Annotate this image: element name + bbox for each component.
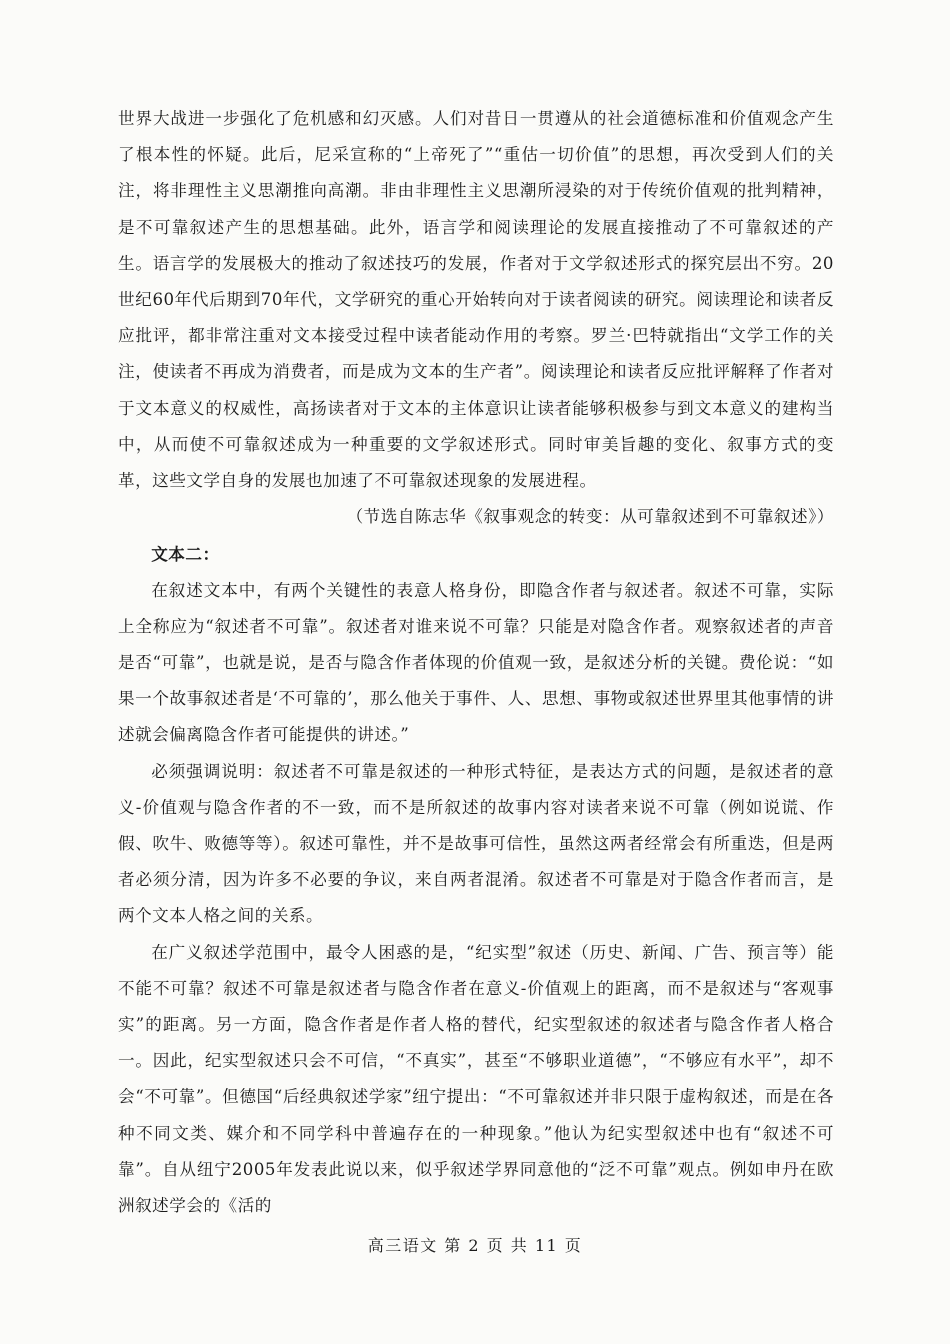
page-footer: 高三语文 第 2 页 共 11 页 <box>367 1236 583 1255</box>
text2-paragraph-2: 必须强调说明：叙述者不可靠是叙述的一种形式特征，是表达方式的问题，是叙述者的意义-价值观与隐含作者的不一致，而不是所叙述的故事内容对读者来说不可靠（例如说谎、作假、吹牛、败德等等）。叙述可靠性，并不是故事可信性，虽然这两者经常会有所重迭，但是两者必须分清，因为许多不必要的争议，来自两者混淆。叙述者不可靠是对于隐含作者而言，是两个文本人格之间的关系。 <box>118 761 834 926</box>
text1-source-citation: （节选自陈志华《叙事观念的转变：从可靠叙述到不可靠叙述》） <box>346 507 834 527</box>
text1-paragraph: 世界大战进一步强化了危机感和幻灭感。人们对昔日一贯遵从的社会道德标准和价值观念产生了根本性的怀疑。此后，尼采宣称的“上帝死了”“重估一切价值”的思想，再次受到人们的关注，将非理性主义思潮推向高潮。非由非理性主义思潮所浸染的对于传统价值观的批判精神，是不可靠叙述产生的思想基础。此外，语言学和阅读理论的发展直接推动了不可靠叙述的产生。语言学的发展极大的推动了叙述技巧的发展，作者对于文学叙述形式的探究层出不穷。20世纪60年代后期到70年代，文学研究的重心开始转向对于读者阅读的研究。阅读理论和读者反应批评，都非常注重对文本接受过程中读者能动作用的考察。罗兰·巴特就指出“文学工作的关注，使读者不再成为消费者，而是成为文本的生产者”。阅读理论和读者反应批评解释了作者对于文本意义的权威性，高扬读者对于文本的主体意识让读者能够积极参与到文本意义的建构当中，从而使不可靠叙述成为一种重要的文学叙述形式。同时审美旨趣的变化、叙事方式的变革，这些文学自身的发展也加速了不可靠叙述现象的发展进程。 <box>118 109 834 491</box>
page-content <box>118 101 834 1224</box>
text2-heading: 文本二： <box>151 544 220 565</box>
text2-paragraph-3: 在广义叙述学范围中，最令人困惑的是，“纪实型”叙述（历史、新闻、广告、预言等）能不能不可靠？叙述不可靠是叙述者与隐含作者在意义-价值观上的距离，而不是叙述与“客观事实”的距离。另一方面，隐含作者是作者人格的替代，纪实型叙述的叙述者与隐含作者人格合一。因此，纪实型叙述只会不可信，“不真实”，甚至“不够职业道德”，“不够应有水平”，却不会“不可靠”。但德国“后经典叙述学家”纽宁提出：“不可靠叙述并非只限于虚构叙述，而是在各种不同文类、媒介和不同学科中普遍存在的一种现象。”他认为纪实型叙述中也有“叙述不可靠”。自从纽宁2005年发表此说以来，似乎叙述学界同意他的“泛不可靠”观点。例如申丹在欧洲叙述学会的《活的 <box>118 942 834 1216</box>
text2-paragraph-1: 在叙述文本中，有两个关键性的表意人格身份，即隐含作者与叙述者。叙述不可靠，实际上全称应为“叙述者不可靠”。叙述者对谁来说不可靠？只能是对隐含作者。观察叙述者的声音是否“可靠”，也就是说，是否与隐含作者体现的价值观一致，是叙述分析的关键。费伦说：“如果一个故事叙述者是‘不可靠的’，那么他关于事件、人、思想、事物或叙述世界里其他事情的讲述就会偏离隐含作者可能提供的讲述。” <box>118 580 834 745</box>
